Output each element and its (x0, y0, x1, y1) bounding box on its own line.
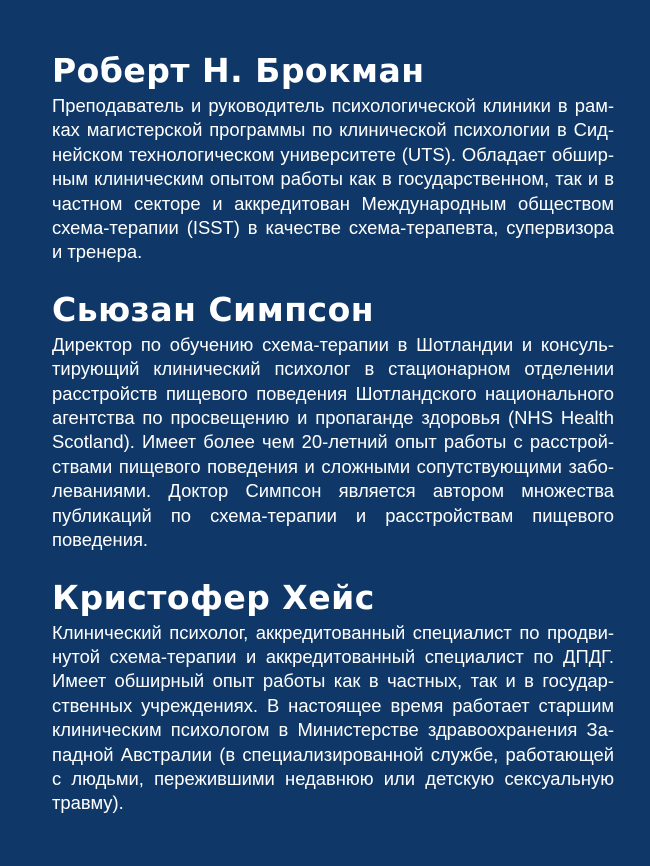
author-bio-brockman (52, 51, 614, 265)
author-bio-text: Директор по обучению схема-терапии в Шотландии и консультирующий клинический психолог в стационарном отделении расстройств пищевого поведения Шотландского национального агентства по просвещению и пропаганде здоровья (NHS Health Scotland). Имеет более чем 20-летний опыт работы с расстройствами пищевого поведения и сложными сопутствующими заболеваниями. Доктор Симпсон является автором множества публикаций по схема-терапии и расстройствам пищевого поведения. (52, 333, 614, 551)
author-name: Кристофер Хейс (52, 577, 375, 617)
author-bio-text: Преподаватель и руководитель психологической клиники в рамках магистерской программы по клинической психологии в Сиднейском технологическом университете (UTS). Обладает обширным клиническим опытом работы как в государственном, так и в частном секторе и аккредитован Международным обществом схема-терапии (ISST) в качестве схема-терапевта, супервизора и тренера. (52, 95, 614, 263)
author-name: Роберт Н. Брокман (52, 51, 425, 90)
author-name: Сьюзан Симпсон (52, 289, 375, 329)
author-bio-text: Клинический психолог, аккредитованный специалист по продвинутой схема-терапии и аккредитованный специалист по ДПДГ. Имеет обширный опыт работы как в частных, так и в государственных учреждениях. В настоящее время работает старшим клиническим психологом в Министерстве здравоохранения Западной Австралии (в специализированной службе, работающей с людьми, пережившими недавнюю или детскую сексуальную травму). (52, 621, 614, 814)
author-bio-simpson (52, 290, 614, 553)
author-bio-hayes (52, 578, 614, 816)
